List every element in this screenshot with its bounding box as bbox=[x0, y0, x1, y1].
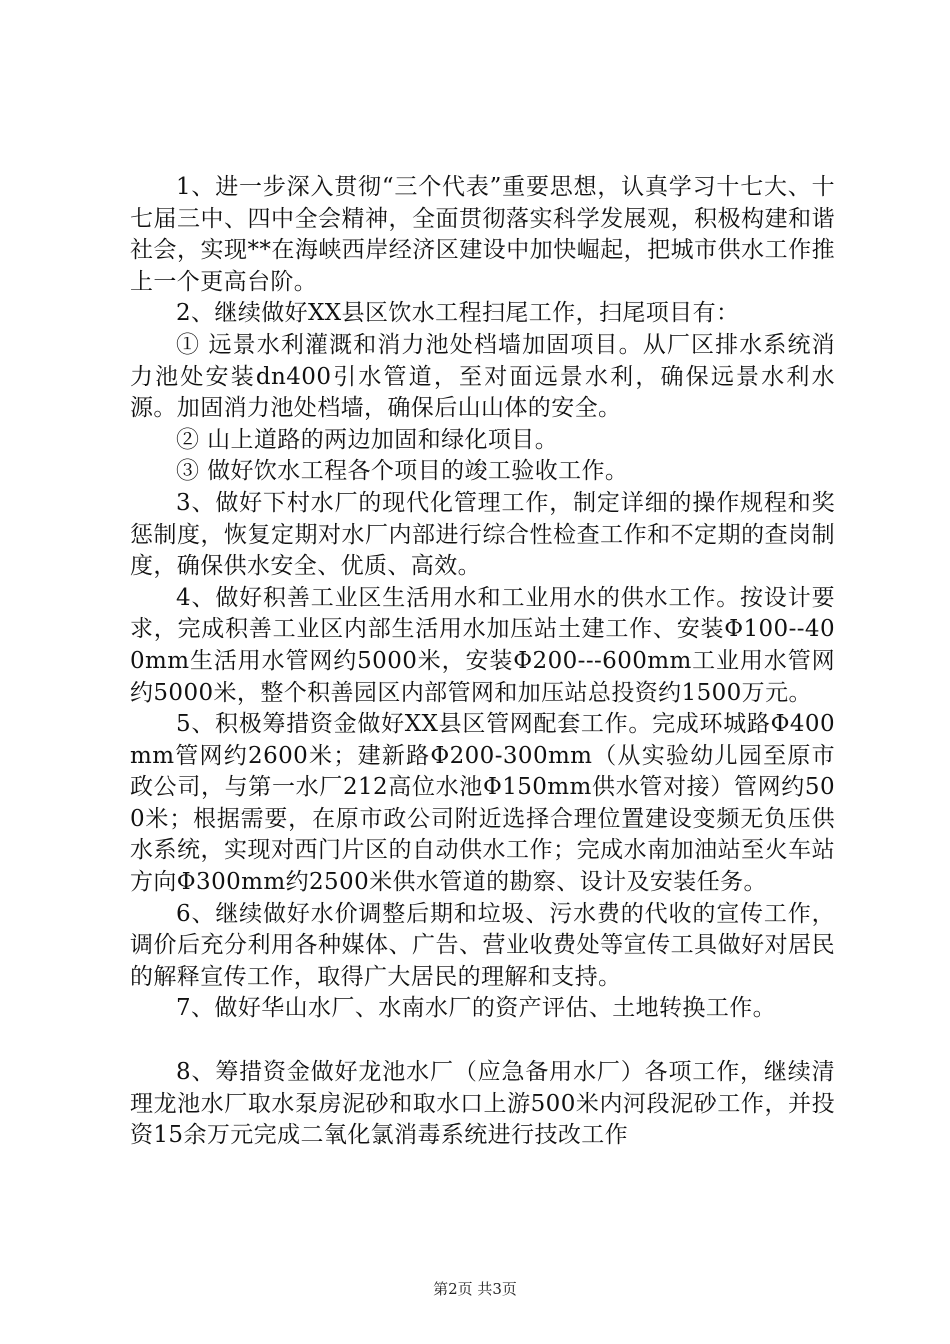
paragraph-2-item-1: ① 远景水利灌溉和消力池处档墙加固项目。从厂区排水系统消力池处安装dn400引水管道，至对面远景水利，确保远景水利水源。加固消力池处档墙，确保后山山体的安全。 bbox=[130, 331, 835, 422]
paragraph-2-item-3: ③ 做好饮水工程各个项目的竣工验收工作。 bbox=[176, 458, 629, 485]
page-number-footer: 第2页 共3页 bbox=[433, 1280, 517, 1298]
paragraph-2: 2、继续做好XX县区饮水工程扫尾工作，扫尾项目有： bbox=[176, 300, 740, 327]
paragraph-5: 5、积极筹措资金做好XX县区管网配套工作。完成环城路Φ400mm管网约2600米；建新路Φ200-300mm（从实验幼儿园至原市政公司，与第一水厂212高位水池Φ150mm供水管对接）管网约500米；根据需要，在原市政公司附近选择合理位置建设变频无负压供水系统，实现对西门片区的自动供水工作；完成水南加油站至火车站方向Φ300mm约2500米供水管道的勘察、设计及安装任务。 bbox=[130, 711, 835, 896]
paragraph-8: 8、筹措资金做好龙池水厂（应急备用水厂）各项工作，继续清理龙池水厂取水泵房泥砂和取水口上游500米内河段泥砂工作，并投资15余万元完成二氧化氯消毒系统进行技改工作 bbox=[130, 1059, 835, 1149]
paragraph-4: 4、做好积善工业区生活用水和工业用水的供水工作。按设计要求，完成积善工业区内部生活用水加压站土建工作、安装Φ100--400mm生活用水管网约5000米，安装Φ200---600mm工业用水管网约5000米，整个积善园区内部管网和加压站总投资约1500万元。 bbox=[130, 584, 835, 706]
paragraph-1: 1、进一步深入贯彻“三个代表”重要思想，认真学习十七大、十七届三中、四中全会精神，全面贯彻落实科学发展观，积极构建和谐社会，实现**在海峡西岸经济区建设中加快崛起，把城市供水工作推上一个更高台阶。 bbox=[130, 174, 835, 295]
paragraph-7: 7、做好华山水厂、水南水厂的资产评估、土地转换工作。 bbox=[176, 995, 777, 1022]
paragraph-2-item-2: ② 山上道路的两边加固和绿化项目。 bbox=[176, 426, 559, 453]
paragraph-3: 3、做好下村水厂的现代化管理工作，制定详细的操作规程和奖惩制度，恢复定期对水厂内部进行综合性检查工作和不定期的查岗制度，确保供水安全、优质、高效。 bbox=[130, 489, 835, 580]
document-body bbox=[130, 172, 835, 1152]
paragraph-6: 6、继续做好水价调整后期和垃圾、污水费的代收的宣传工作，调价后充分利用各种媒体、广告、营业收费处等宣传工具做好对居民的解释宣传工作，取得广大居民的理解和支持。 bbox=[130, 900, 835, 990]
